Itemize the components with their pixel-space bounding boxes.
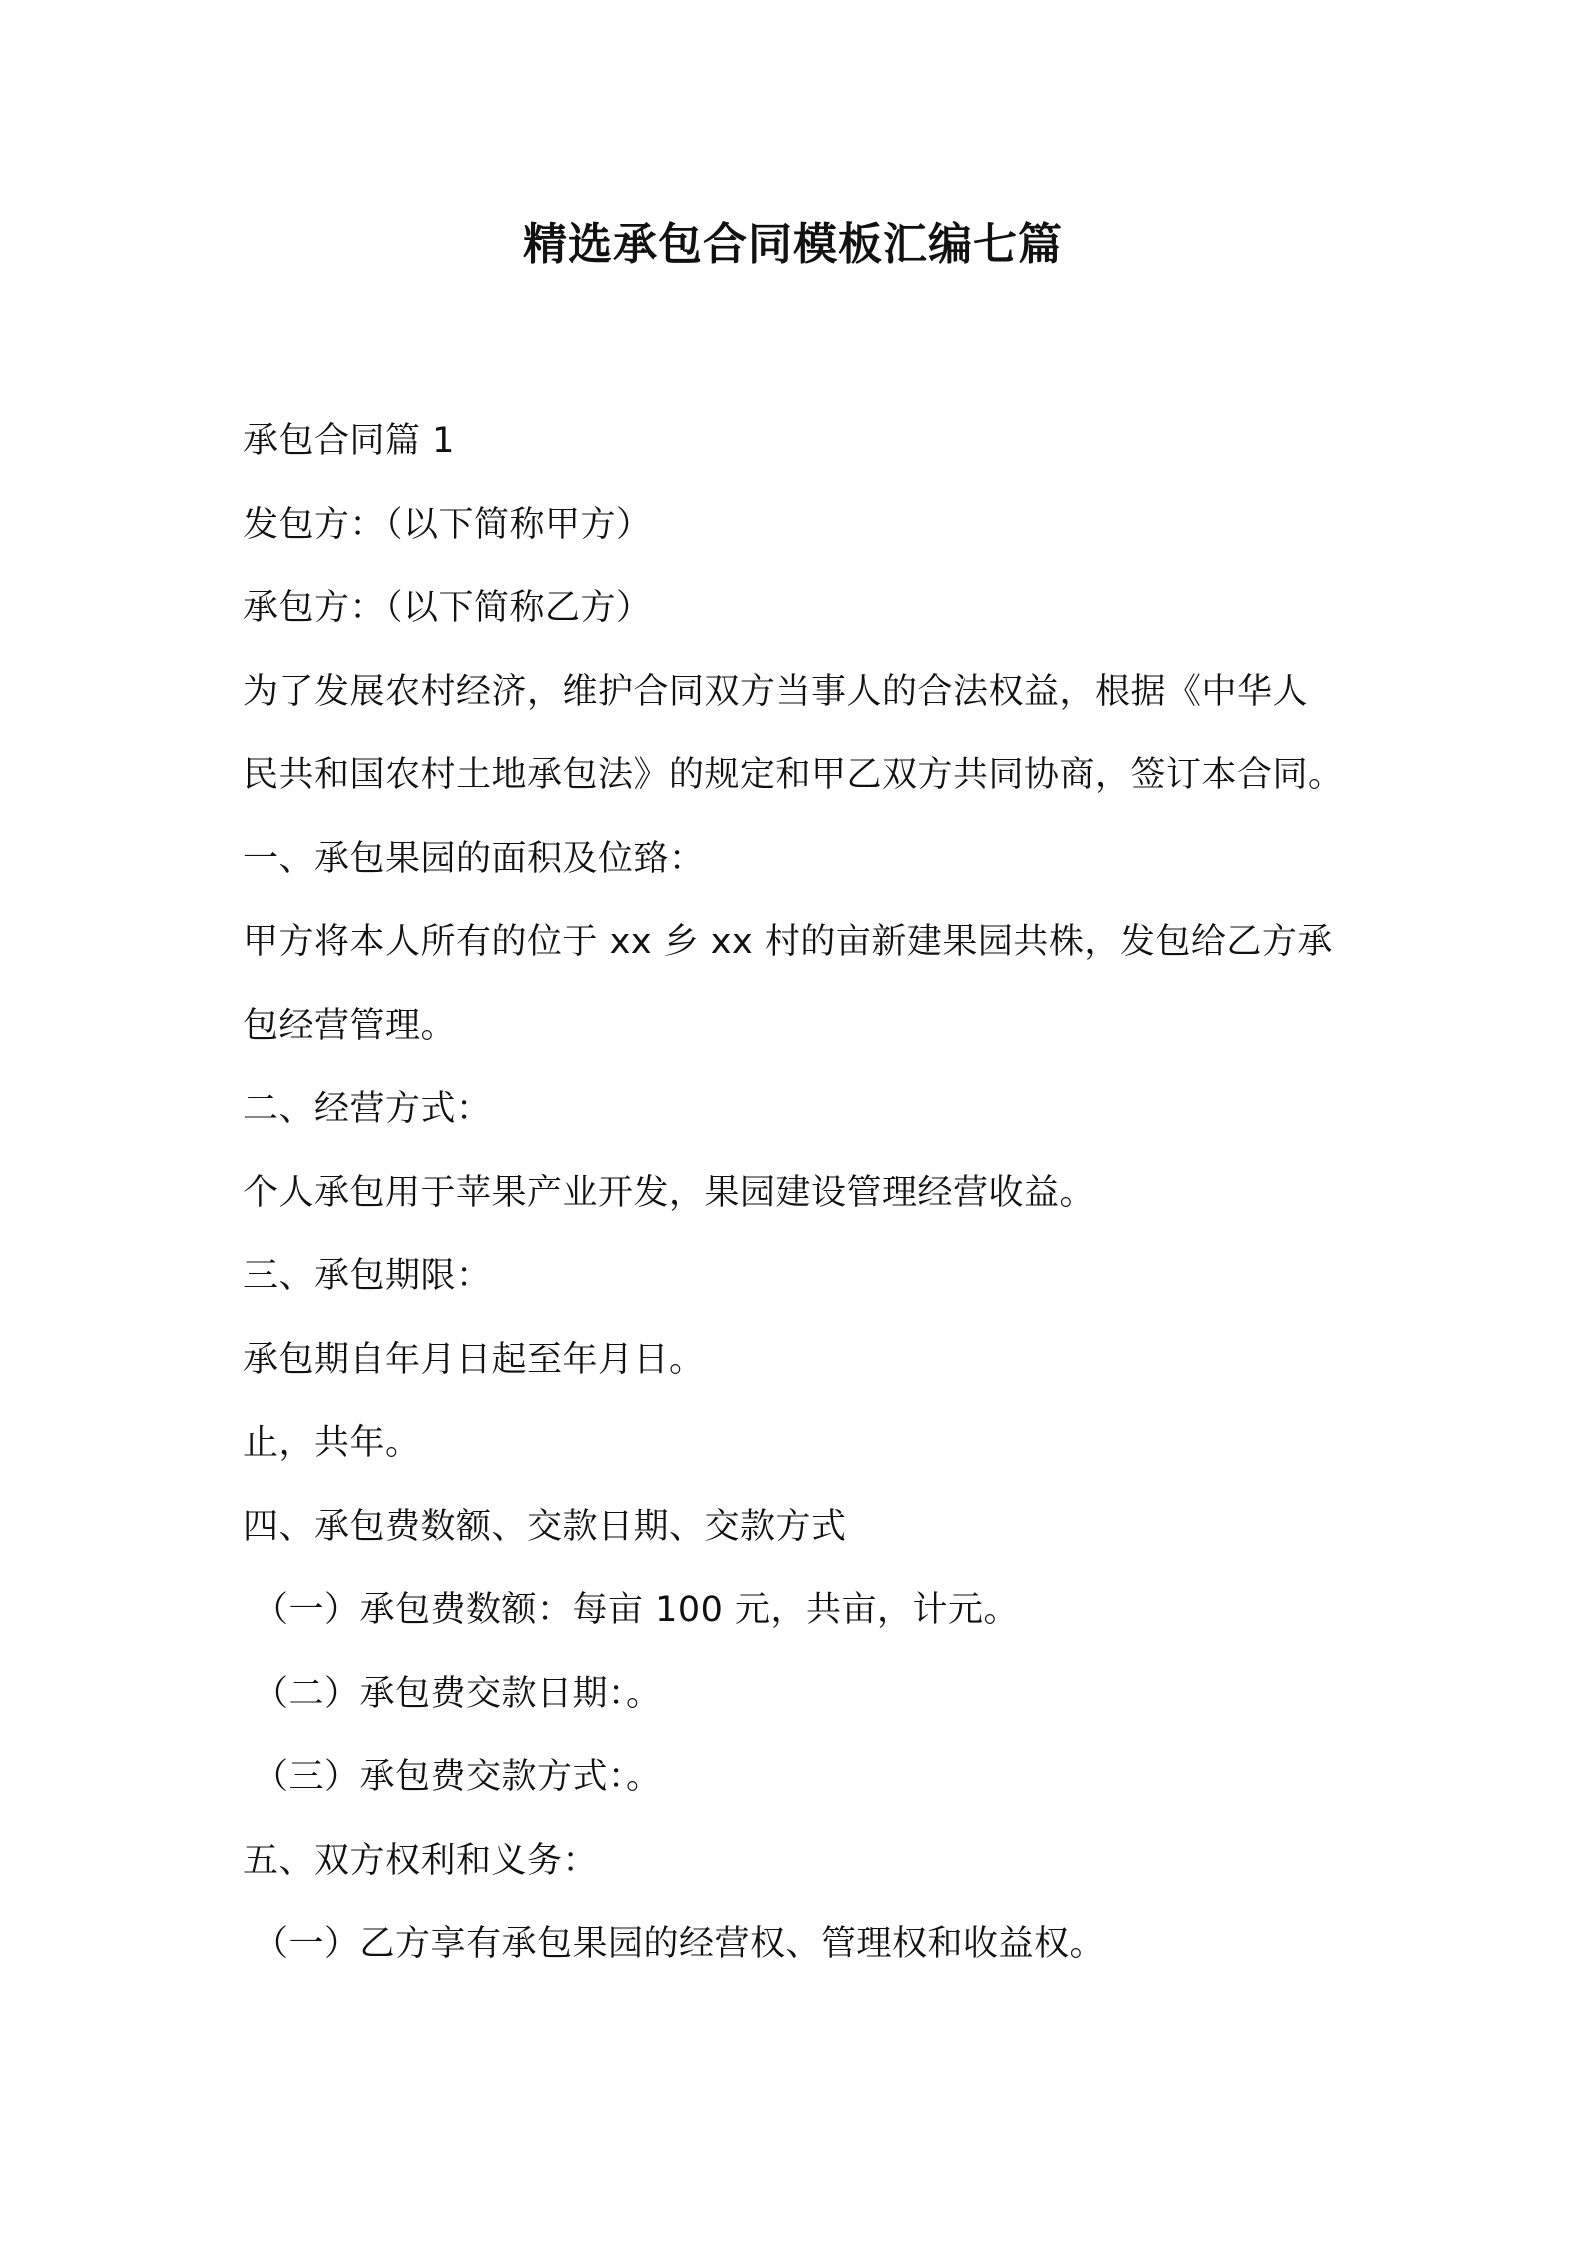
party-b-line: 承包方：（以下简称乙方） [243, 588, 652, 628]
paragraph-line: 为了发展农村经济，维护合同双方当事人的合法权益，根据《中华人 [243, 671, 1309, 712]
section-heading: 承包合同篇 1 [243, 421, 455, 461]
sub-clause-line: （二）承包费交款日期：。 [253, 1673, 662, 1714]
document-body [243, 400, 1353, 1987]
paragraph-line: 甲方将本人所有的位于 xx 乡 xx 村的亩新建果园共株，发包给乙方承 [243, 922, 1333, 962]
clause-heading: 四、承包费数额、交款日期、交款方式 [243, 1506, 847, 1547]
paragraph-line: 包经营管理。 [243, 1005, 457, 1046]
sub-clause-line: （三）承包费交款方式：。 [253, 1757, 662, 1797]
sub-clause-line: （一）承包费数额：每亩 100 元，共亩，计元。 [253, 1590, 1020, 1630]
paragraph-line: 止，共年。 [243, 1423, 421, 1463]
sub-clause-line: （一）乙方享有承包果园的经营权、管理权和收益权。 [253, 1924, 1106, 1964]
party-a-line: 发包方：（以下简称甲方） [243, 504, 652, 545]
clause-heading: 二、经营方式： [243, 1089, 492, 1129]
document-title: 精选承包合同模板汇编七篇 [523, 219, 1063, 270]
paragraph-line: 个人承包用于苹果产业开发，果园建设管理经营收益。 [243, 1172, 1096, 1213]
paragraph-line: 民共和国农村土地承包法》的规定和甲乙双方共同协商，签订本合同。 [243, 755, 1344, 795]
clause-heading: 一、承包果园的面积及位臵： [243, 838, 705, 879]
paragraph-line: 承包期自年月日起至年月日。 [243, 1339, 705, 1380]
clause-heading: 三、承包期限： [243, 1256, 492, 1296]
clause-heading: 五、双方权利和义务： [243, 1840, 599, 1881]
